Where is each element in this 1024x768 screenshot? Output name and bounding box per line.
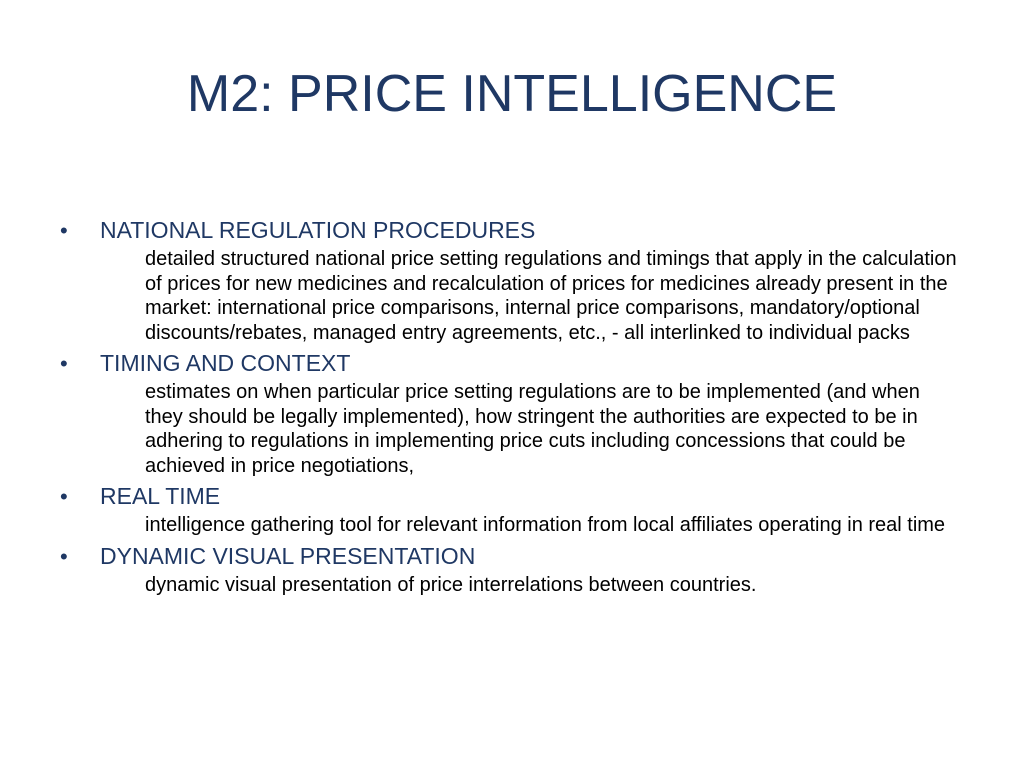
bullet-heading: REAL TIME bbox=[100, 483, 221, 509]
bullet-item-real-time bbox=[60, 480, 970, 513]
bullet-heading: DYNAMIC VISUAL PRESENTATION bbox=[100, 542, 476, 569]
slide-title: M2: PRICE INTELLIGENCE bbox=[186, 65, 838, 123]
bullet-description: detailed structured national price setting regulations and timings that apply in the calculation of prices for new medicines and recalculation of prices for medicines already present in the market: international price comparisons, internal price comparisons, mandatory/optional discounts/rebates, managed entry agreements, etc., - all interlinked to individual packs bbox=[145, 248, 957, 344]
bullet-list bbox=[60, 214, 970, 599]
bullet-icon: • bbox=[60, 543, 68, 569]
bullet-description: estimates on when particular price setting regulations are to be implemented (and when they should be legally implemented), how stringent the authorities are expected to be in adhering to regulations in implementing price cuts including concessions that could be achieved in price negotiations, bbox=[145, 381, 920, 477]
bullet-item-timing-context bbox=[60, 347, 970, 380]
bullet-icon: • bbox=[60, 351, 68, 376]
bullet-item-dynamic-visual bbox=[60, 540, 970, 573]
bullet-icon: • bbox=[60, 218, 68, 243]
bullet-heading: NATIONAL REGULATION PROCEDURES bbox=[100, 217, 536, 243]
bullet-heading: TIMING AND CONTEXT bbox=[100, 350, 351, 376]
bullet-icon: • bbox=[60, 484, 68, 509]
bullet-description: dynamic visual presentation of price interrelations between countries. bbox=[145, 573, 757, 596]
bullet-item-national-regulation bbox=[60, 214, 970, 247]
bullet-description: intelligence gathering tool for relevant information from local affiliates operating in real time bbox=[145, 514, 946, 536]
